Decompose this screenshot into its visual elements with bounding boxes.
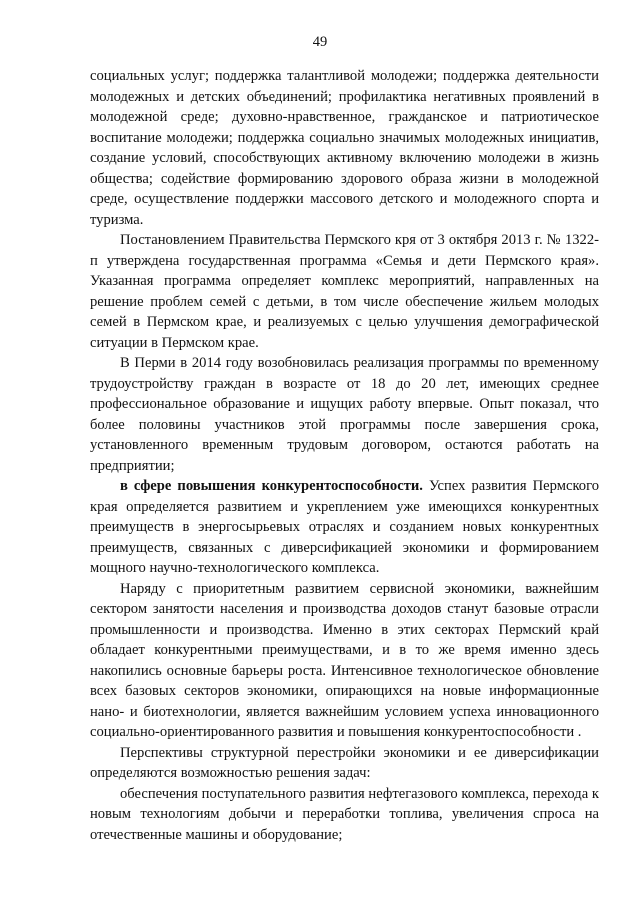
paragraph-base-industries: Наряду с приоритетным развитием сервисной экономики, важнейшим сектором занятости населения и производства доходов станут базовые отрасли промышленности и производства. Именно в этих секторах Пермский край обладает конкурентными преимуществами, и в то же время именно здесь накопились основные барьеры роста. Интенсивное технологическое обновление всех базовых секторов экономики, опирающихся на новые информационные нано- и биотехнологии, является важнейшим условием успеха инновационного социально-ориентированного развития и повышения конкурентоспособности . (90, 580, 599, 740)
paragraph-competitiveness (90, 476, 599, 579)
body-text (90, 66, 599, 845)
paragraph-oil-gas: обеспечения поступательного развития нефтегазового комплекса, перехода к новым технологиям добычи и переработки топлива, увеличения спроса на отечественные машины и оборудование; (90, 785, 599, 843)
paragraph-diversification: Перспективы структурной перестройки экономики и ее диверсификации определяются возможностью решения задач: (90, 744, 599, 781)
paragraph-youth-policy: социальных услуг; поддержка талантливой молодежи; поддержка деятельности молодежных и детских объединений; профилактика негативных проявлений в молодежной среде; духовно-нравственное, гражданское и патриотическое воспитание молодежи; поддержка социально значимых молодежных инициатив, создание условий, способствующих активному включению молодежи в жизнь общества; содействие формированию здорового образа жизни в молодежной среде, осуществление поддержки массового детского и молодежного спорта и туризма. (90, 68, 599, 228)
page-number: 49 (312, 34, 328, 50)
competitiveness-text: Успех развития Пермского края определяется развитием и укреплением уже имеющихся конкурентных преимуществ в энергосырьевых отраслях и созданием новых конкурентных преимуществ, связанных с диверсификацией экономики и формированием мощного научно-технологического комплекса. (90, 478, 600, 576)
paragraph-employment-program: В Перми в 2014 году возобновилась реализация программы по временному трудоустройству граждан в возрасте от 18 до 20 лет, имеющих среднее профессиональное образование и ищущих работу впервые. Опыт показал, что более половины участников этой программы после завершения срока, установленного временным трудовым договором, остаются работать на предприятии; (90, 355, 599, 474)
competitiveness-heading: в сфере повышения конкурентоспособности. (120, 478, 423, 494)
paragraph-family-program: Постановлением Правительства Пермского кря от 3 октября 2013 г. № 1322-п утверждена государственная программа «Семья и дети Пермского края». Указанная программа определяет комплекс мероприятий, направленных на решение проблем семей с детьми, в том числе обеспечение жильем молодых семей в Пермском крае, и реализуемых с целью улучшения демографической ситуации в Пермском крае. (90, 232, 599, 351)
